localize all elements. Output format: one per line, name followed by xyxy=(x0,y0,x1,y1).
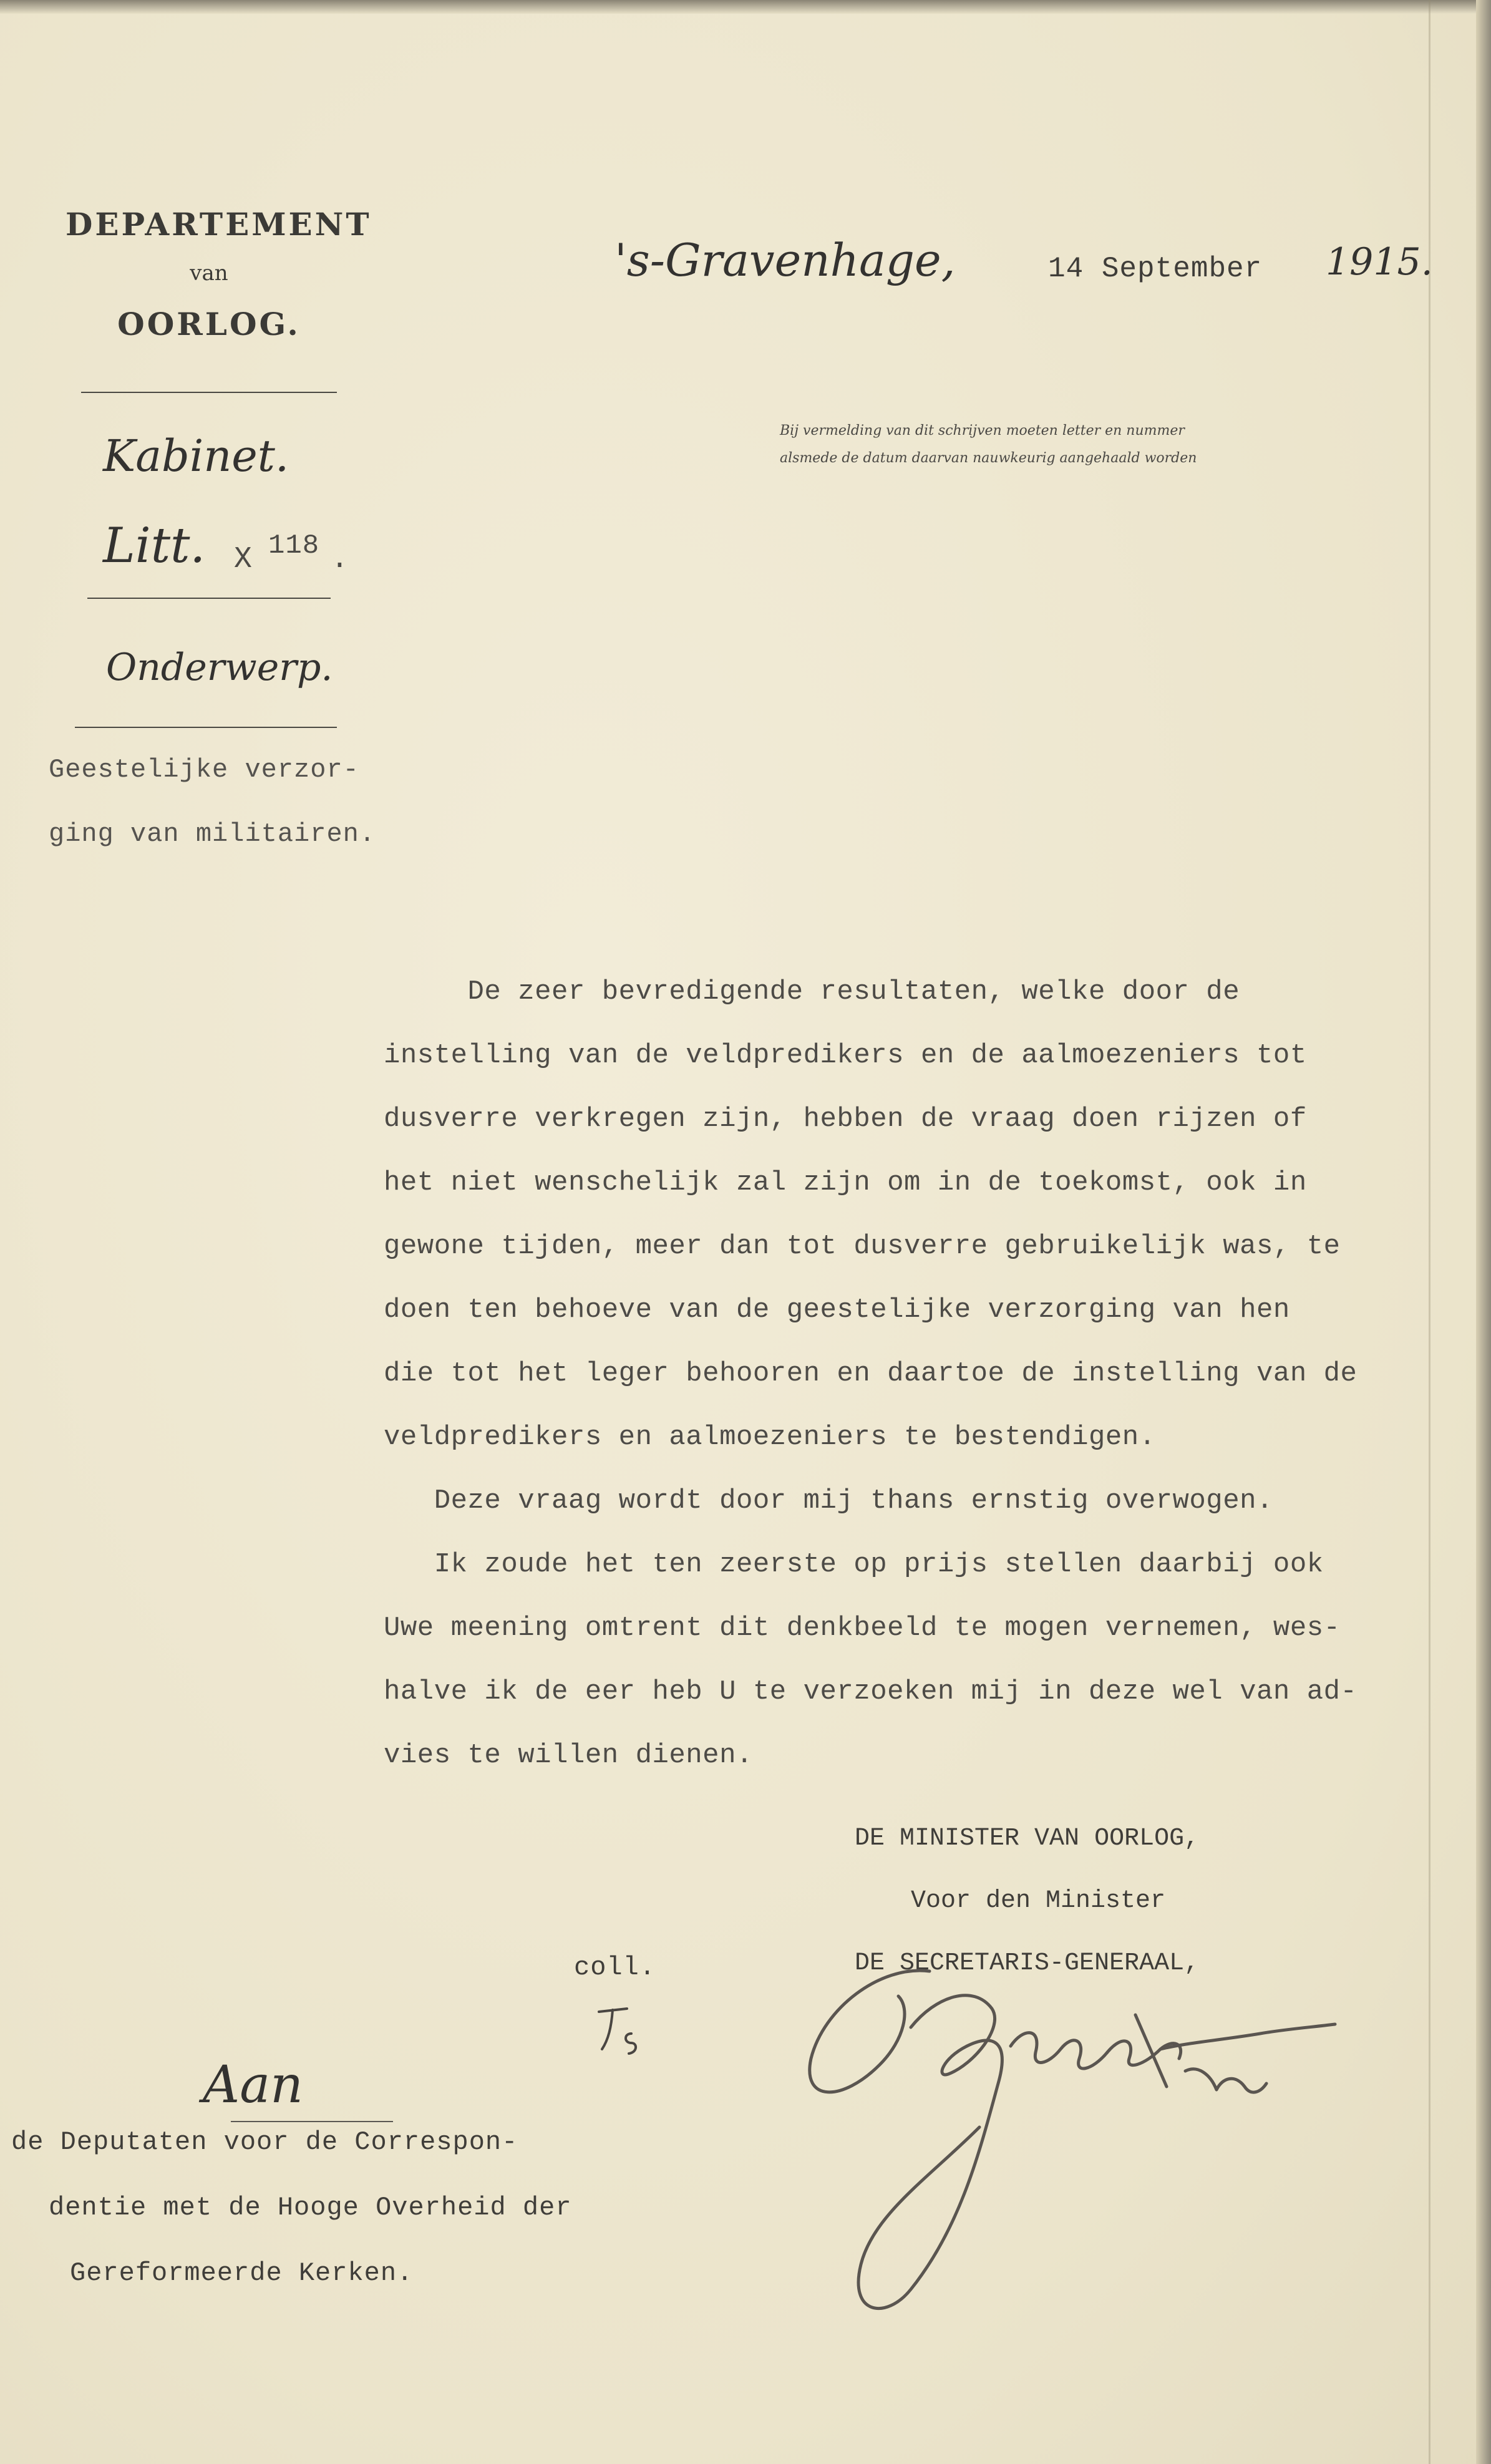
subject-line-2: ging van militairen. xyxy=(49,819,376,849)
litt-label: Litt. xyxy=(103,518,206,574)
letterhead-rule xyxy=(81,392,337,393)
letterhead-van: van xyxy=(190,261,228,286)
body-line-7: die tot het leger behooren en daartoe de instelling van de xyxy=(384,1358,1357,1389)
initials-mark xyxy=(593,2002,649,2059)
place-handwritten: 's-Gravenhage, xyxy=(614,234,956,286)
body-line-8: veldpredikers en aalmoezeniers te bestendigen. xyxy=(384,1422,1156,1453)
litt-number: X xyxy=(234,543,253,576)
signature-line-3: DE SECRETARIS-GENERAAL, xyxy=(855,1949,1200,1977)
aan-label: Aan xyxy=(203,2055,303,2115)
reference-note-line-1: Bij vermelding van dit schrijven moeten letter en nummer xyxy=(780,423,1185,439)
body-line-5: gewone tijden, meer dan tot dusverre gebruikelijk was, te xyxy=(384,1231,1341,1262)
subject-line-1: Geestelijke verzor- xyxy=(49,755,359,785)
body-line-10: Ik zoude het ten zeerste op prijs stellen daarbij ook xyxy=(384,1549,1324,1580)
body-line-3: dusverre verkregen zijn, hebben de vraag doen rijzen of xyxy=(384,1103,1307,1135)
paper-top-edge xyxy=(0,0,1491,14)
litt-rule xyxy=(87,598,331,599)
addressee-line-2: dentie met de Hooge Overheid der xyxy=(49,2193,572,2223)
body-line-12: halve ik de eer heb U te verzoeken mij in deze wel van ad- xyxy=(384,1676,1357,1707)
body-line-2: instelling van de veldpredikers en de aalmoezeniers tot xyxy=(384,1040,1307,1071)
aan-rule xyxy=(231,2121,393,2122)
letterhead-ministry: OORLOG. xyxy=(117,306,301,342)
reference-note-line-2: alsmede de datum daarvan nauwkeurig aangehaald worden xyxy=(780,450,1197,466)
body-line-1: De zeer bevredigende resultaten, welke door de xyxy=(384,976,1240,1007)
body-line-11: Uwe meening omtrent dit denkbeeld te mogen vernemen, wes- xyxy=(384,1613,1341,1644)
body-line-13: vies te willen dienen. xyxy=(384,1740,753,1771)
body-line-9: Deze vraag wordt door mij thans ernstig overwogen. xyxy=(384,1485,1273,1516)
litt-dot: . xyxy=(331,543,349,576)
onderwerp-rule xyxy=(75,727,337,728)
paper-right-edge xyxy=(1476,0,1491,2464)
handwritten-signature xyxy=(786,1940,1360,2327)
coll-label: coll. xyxy=(574,1952,656,1982)
litt-sup: 118 xyxy=(268,530,320,561)
body-line-4: het niet wenschelijk zal zijn om in de toekomst, ook in xyxy=(384,1167,1307,1198)
signature-line-1: DE MINISTER VAN OORLOG, xyxy=(855,1825,1200,1853)
onderwerp-label: Onderwerp. xyxy=(106,646,333,689)
body-line-6: doen ten behoeve van de geestelijke verzorging van hen xyxy=(384,1294,1290,1326)
date-typed: 14 September xyxy=(1048,253,1263,285)
addressee-line-1: de Deputaten voor de Correspon- xyxy=(11,2127,518,2157)
signature-line-2: Voor den Minister xyxy=(911,1887,1166,1915)
letterhead-department: DEPARTEMENT xyxy=(66,206,372,243)
year-handwritten: 1915. xyxy=(1326,240,1433,284)
kabinet-label: Kabinet. xyxy=(103,430,289,482)
paper-crease xyxy=(1429,0,1430,2464)
addressee-line-3: Gereformeerde Kerken. xyxy=(70,2258,414,2288)
